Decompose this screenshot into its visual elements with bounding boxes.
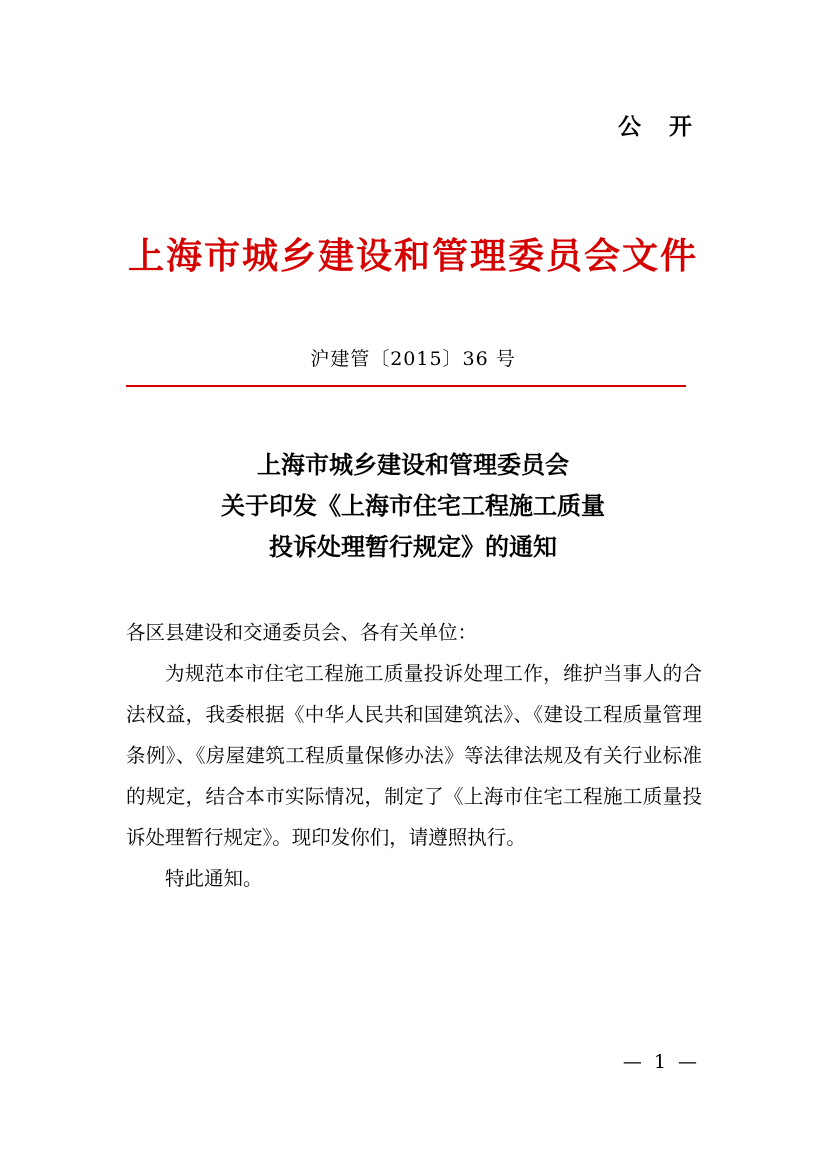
- title-line-3: 投诉处理暂行规定》的通知: [269, 532, 557, 561]
- title-line-2: 关于印发《上海市住宅工程施工质量: [221, 491, 605, 520]
- body-paragraph-1: 为规范本市住宅工程施工质量投诉处理工作，维护当事人的合法权益，我委根据《中华人民共和国建筑法》、《建设工程质量管理条例》、《房屋建筑工程质量保修办法》等法律法规及有关行业标准的规定，结合本市实际情况，制定了《上海市住宅工程施工质量投诉处理暂行规定》。现印发你们，请遵照执行。: [126, 662, 702, 849]
- document-title: [0, 444, 826, 567]
- title-line-1: 上海市城乡建设和管理委员会: [257, 450, 569, 479]
- body-paragraph-2: 特此通知。: [165, 867, 263, 890]
- page-number: — 1 —: [622, 1051, 700, 1073]
- document-body: [126, 612, 702, 899]
- classification-marking: 公 开: [617, 114, 702, 140]
- document-masthead: 上海市城乡建设和管理委员会文件: [127, 235, 698, 277]
- red-separator-rule: [126, 385, 686, 387]
- salutation: 各区县建设和交通委员会、各有关单位：: [126, 621, 478, 644]
- document-number: 沪建管〔2015〕36 号: [310, 348, 516, 370]
